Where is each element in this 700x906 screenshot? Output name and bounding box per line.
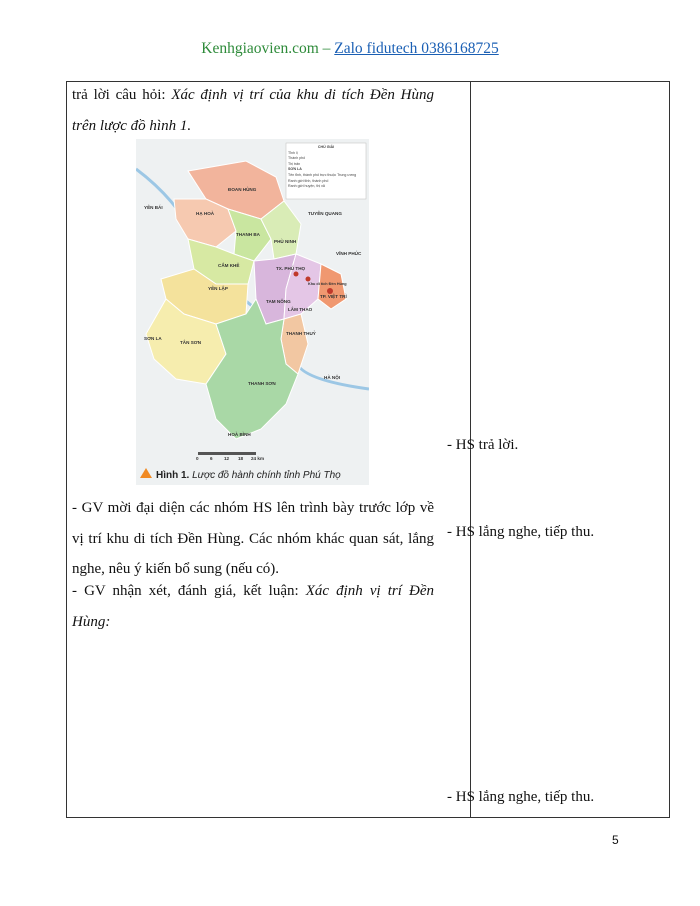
legend-item: Tên tỉnh, thành phố trực thuộc Trung ương xyxy=(288,172,357,177)
conclusion-text: - GV nhận xét, đánh giá, kết luận: xyxy=(72,583,306,599)
district-label: TAM NÔNG xyxy=(266,299,291,304)
site-name: Kenhgiaovien.com xyxy=(201,40,319,57)
district-label: YÊN LẬP xyxy=(208,286,228,291)
town-label: TP. VIỆT TRÌ xyxy=(320,294,347,299)
district-label: ĐOAN HÙNG xyxy=(228,187,257,192)
neighbor-label: HÀ NỘI xyxy=(324,375,341,380)
legend-item: SƠN LA xyxy=(288,167,302,172)
response-3: - HS lắng nghe, tiếp thu. xyxy=(447,789,595,805)
legend-item: Thị trấn xyxy=(288,161,301,166)
conclusion-italic: Xác định vị trí Đền Hùng: xyxy=(72,583,434,630)
scale-tick: 6 xyxy=(210,456,213,461)
site-label: Khu di tích Đền Hùng xyxy=(308,282,347,286)
presentation-paragraph: - GV mời đại diện các nhóm HS lên trình bày trước lớp về vị trí khu di tích Đền Hùng. Các nhóm khác quan sát, lắng nghe, nêu ý kiến bổ sung (nếu có). xyxy=(72,500,434,577)
caption-title: Lược đồ hành chính tỉnh Phú Thọ xyxy=(192,470,341,481)
conclusion-paragraph xyxy=(72,576,434,637)
legend-item: Tỉnh lị xyxy=(288,150,298,155)
district-label: THANH BA xyxy=(236,232,260,237)
legend-title: CHÚ GIẢI xyxy=(317,145,335,149)
intro-paragraph xyxy=(72,80,434,141)
contact-link[interactable]: Zalo fidutech 0386168725 xyxy=(334,40,499,57)
neighbor-label: HOÀ BÌNH xyxy=(228,432,251,437)
neighbor-label: TUYÊN QUANG xyxy=(308,211,342,216)
neighbor-label: VĨNH PHÚC xyxy=(336,251,362,256)
page-header xyxy=(0,40,700,58)
district-label: PHÙ NINH xyxy=(274,239,297,244)
district-label: CẨM KHÊ xyxy=(218,263,240,268)
scale-tick: 24 km xyxy=(251,456,265,461)
district-label: THANH SƠN xyxy=(248,381,276,386)
legend-item: Ranh giới tỉnh, thành phố xyxy=(288,178,329,183)
neighbor-label: YÊN BÁI xyxy=(144,205,163,210)
map-caption xyxy=(156,470,341,481)
district-label: HẠ HOÀ xyxy=(196,211,215,216)
response-1: - HS trả lời. xyxy=(447,437,519,453)
legend-item: Thành phố xyxy=(288,156,306,161)
district-label: TÂN SƠN xyxy=(180,340,202,345)
intro-text: trả lời câu hỏi: xyxy=(72,87,172,103)
response-2: - HS lắng nghe, tiếp thu. xyxy=(447,524,595,540)
intro-question: Xác định vị trí của khu di tích Đền Hùng trên lược đồ hình 1. xyxy=(72,87,434,134)
map-figure xyxy=(136,139,369,485)
district-label: THANH THUỶ xyxy=(286,331,316,336)
scale-tick: 0 xyxy=(196,456,199,461)
page-number: 5 xyxy=(612,833,619,847)
header-separator: – xyxy=(318,40,335,57)
neighbor-label: SƠN LA xyxy=(144,336,162,341)
town-label: TX. PHÚ THỌ xyxy=(276,266,306,271)
scale-tick: 18 xyxy=(238,456,244,461)
caption-label: Hình 1. xyxy=(156,470,190,481)
legend-item: Ranh giới huyện, thị xã xyxy=(288,184,325,189)
district-label: LÂM THAO xyxy=(288,307,313,312)
scale-tick: 12 xyxy=(224,456,230,461)
